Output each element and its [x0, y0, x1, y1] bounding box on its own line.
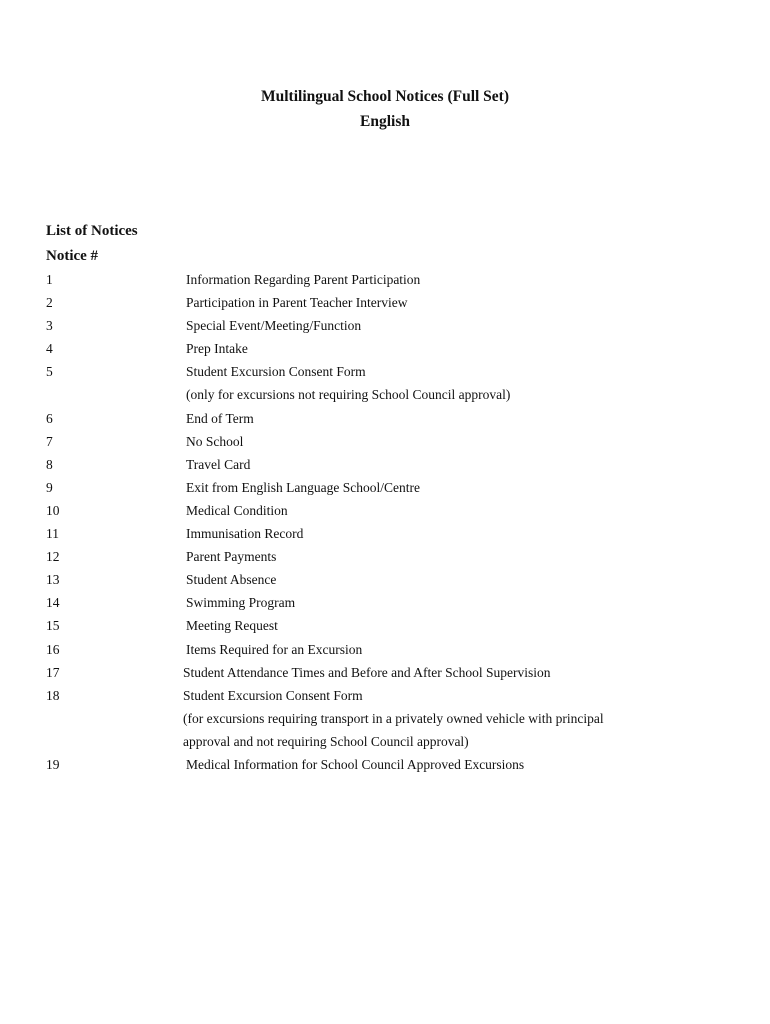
notice-number: 11 — [46, 526, 59, 542]
notice-row — [46, 638, 746, 661]
notice-row — [46, 753, 746, 776]
notice-row — [46, 268, 746, 291]
notice-row — [46, 476, 746, 499]
notice-number: 4 — [46, 341, 53, 357]
notice-title: Medical Condition — [186, 502, 288, 518]
notice-number: 17 — [46, 664, 60, 680]
document-language: English — [360, 113, 410, 130]
notice-row — [46, 383, 746, 406]
notice-number — [46, 383, 186, 406]
notice-row — [46, 661, 746, 684]
notice-row — [46, 499, 746, 522]
notice-number: 8 — [46, 456, 53, 472]
notice-title: No School — [186, 433, 244, 449]
notice-number — [46, 707, 186, 730]
notice-number: 16 — [46, 641, 60, 657]
notice-row — [46, 568, 746, 591]
notice-title: Student Excursion Consent Form — [186, 364, 366, 380]
notice-title-note: (for excursions requiring transport in a privately owned vehicle with principal — [183, 710, 604, 726]
notice-number — [46, 730, 186, 753]
notice-title: Special Event/Meeting/Function — [186, 318, 362, 334]
notice-title: Travel Card — [186, 456, 251, 472]
notice-number: 12 — [46, 549, 60, 565]
notice-title: Exit from English Language School/Centre — [186, 479, 420, 495]
notice-title: Participation in Parent Teacher Interview — [186, 295, 408, 311]
notice-number: 14 — [46, 595, 60, 611]
notice-row — [46, 314, 746, 337]
notice-title: Student Excursion Consent Form — [183, 687, 363, 703]
document-title: Multilingual School Notices (Full Set) — [261, 88, 509, 105]
notice-list — [46, 268, 746, 776]
notice-row — [46, 453, 746, 476]
list-heading: List of Notices — [46, 223, 138, 239]
notice-title-note: approval and not requiring School Council approval) — [183, 733, 469, 749]
notice-number: 7 — [46, 433, 53, 449]
notice-row — [46, 591, 746, 614]
notice-title: Items Required for an Excursion — [186, 641, 363, 657]
notice-row — [46, 614, 746, 637]
notice-number: 19 — [46, 756, 60, 772]
notice-title: End of Term — [186, 410, 254, 426]
notice-title: Parent Payments — [186, 549, 277, 565]
notice-number-heading: Notice # — [46, 248, 99, 264]
notice-title: Meeting Request — [186, 618, 278, 634]
notice-title: Swimming Program — [186, 595, 296, 611]
notice-title: Information Regarding Parent Participation — [186, 272, 421, 287]
notice-title: Immunisation Record — [186, 526, 304, 542]
notice-row — [46, 684, 746, 707]
notice-number: 13 — [46, 572, 60, 588]
notice-number: 18 — [46, 687, 60, 703]
notice-number: 9 — [46, 479, 53, 495]
notice-row — [46, 545, 746, 568]
notice-number: 6 — [46, 410, 53, 426]
notice-title: Student Attendance Times and Before and After School Supervision — [183, 664, 551, 680]
notice-number: 2 — [46, 295, 53, 311]
notice-row — [46, 291, 746, 314]
notice-number: 15 — [46, 618, 60, 634]
notice-row — [46, 707, 746, 730]
notice-row — [46, 430, 746, 453]
notice-row — [46, 337, 746, 360]
notice-number: 1 — [46, 272, 53, 287]
notice-title: Medical Information for School Council Approved Excursions — [186, 756, 525, 772]
notice-title: Prep Intake — [186, 341, 248, 357]
notice-row — [46, 360, 746, 383]
notice-number: 5 — [46, 364, 53, 380]
notice-row — [46, 407, 746, 430]
notice-title: Student Absence — [186, 572, 277, 588]
notice-row — [46, 730, 746, 753]
notice-number: 3 — [46, 318, 53, 334]
notice-title-note: (only for excursions not requiring School Council approval) — [186, 387, 511, 403]
notice-number: 10 — [46, 502, 60, 518]
notice-row — [46, 522, 746, 545]
